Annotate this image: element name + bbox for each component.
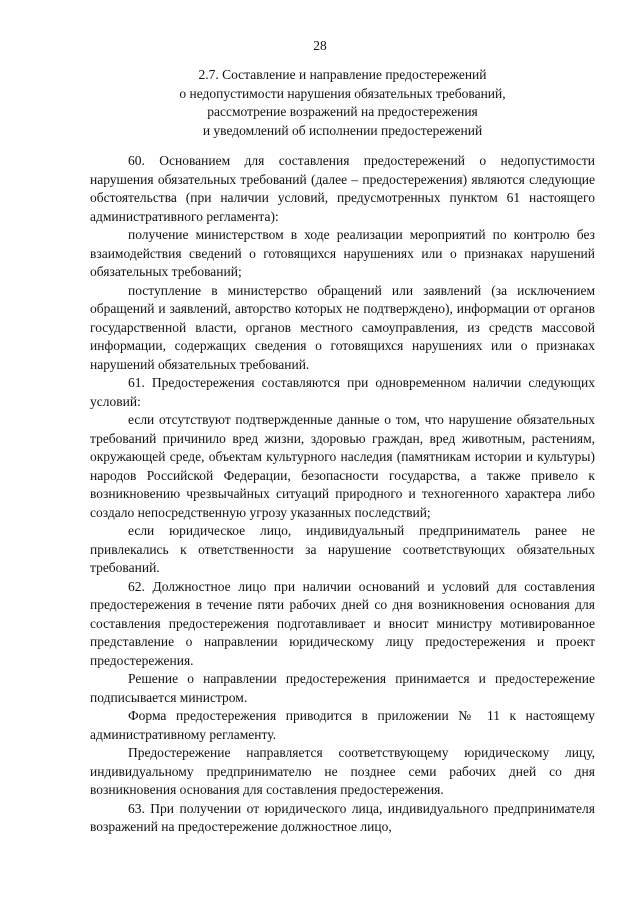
paragraph-item: Предостережение направляется соответствующему юридическому лицу, индивидуальному предпринимателю не позднее семи рабочих дней со дня возникновения основания для составления предостережения. [90,745,595,797]
paragraph-item: если отсутствуют подтвержденные данные о том, что нарушение обязательных требований причинило вред жизни, здоровью граждан, вред животным, растениям, окружающей среде, объектам культурного наследия (памятникам истории и культуры) народов Российской Федерации, безопасности государства, а также привело к возникновению чрезвычайных ситуаций природного и техногенного характера либо создало непосредственную угрозу указанных последствий; [90,412,595,520]
paragraph-62: 62. Должностное лицо при наличии оснований и условий для составления предостережения в течение пяти рабочих дней со дня возникновения основания для составления предостережения подготавливает и вносит министру мотивированное представление о направлении юридическому лицу предостережения и проект предостережения. [90,578,595,668]
section-title-line: 2.7. Составление и направление предостережений [198,67,487,82]
paragraph-61: 61. Предостережения составляются при одновременном наличии следующих условий: [90,375,595,409]
paragraph-item: Форма предостережения приводится в приложении № 11 к настоящему административному регламенту. [90,708,595,742]
paragraph-item: если юридическое лицо, индивидуальный предприниматель ранее не привлекались к ответственности за нарушение соответствующих обязательных требований. [90,523,595,575]
paragraph-63: 63. При получении от юридического лица, индивидуального предпринимателя возражений на предостережение должностное лицо, [90,800,595,834]
paragraph-item: Решение о направлении предостережения принимается и предостережение подписывается министром. [90,671,595,705]
section-title-line: о недопустимости нарушения обязательных требований, [179,85,506,101]
section-title-line: и уведомлений об исполнении предостережений [202,122,483,138]
section-title-line: рассмотрение возражений на предостережения [207,104,478,119]
section-title [90,66,595,140]
document-body [90,152,595,837]
paragraph-60: 60. Основанием для составления предостережений о недопустимости нарушения обязательных требований (далее – предостережения) являются следующие обстоятельства (при наличии условий, предусмотренных пунктом 61 настоящего административного регламента): [90,153,595,224]
page-number: 28 [313,38,327,53]
paragraph-item: получение министерством в ходе реализации мероприятий по контролю без взаимодействия сведений о готовящихся нарушениях или о признаках нарушений обязательных требований; [90,227,595,279]
paragraph-item: поступление в министерство обращений или заявлений (за исключением обращений и заявлений, авторство которых не подтверждено), информации от органов государственной власти, органов местного самоуправления, из средств массовой информации, содержащих сведения о готовящихся нарушениях или о признаках нарушений обязательных требований. [90,282,595,372]
